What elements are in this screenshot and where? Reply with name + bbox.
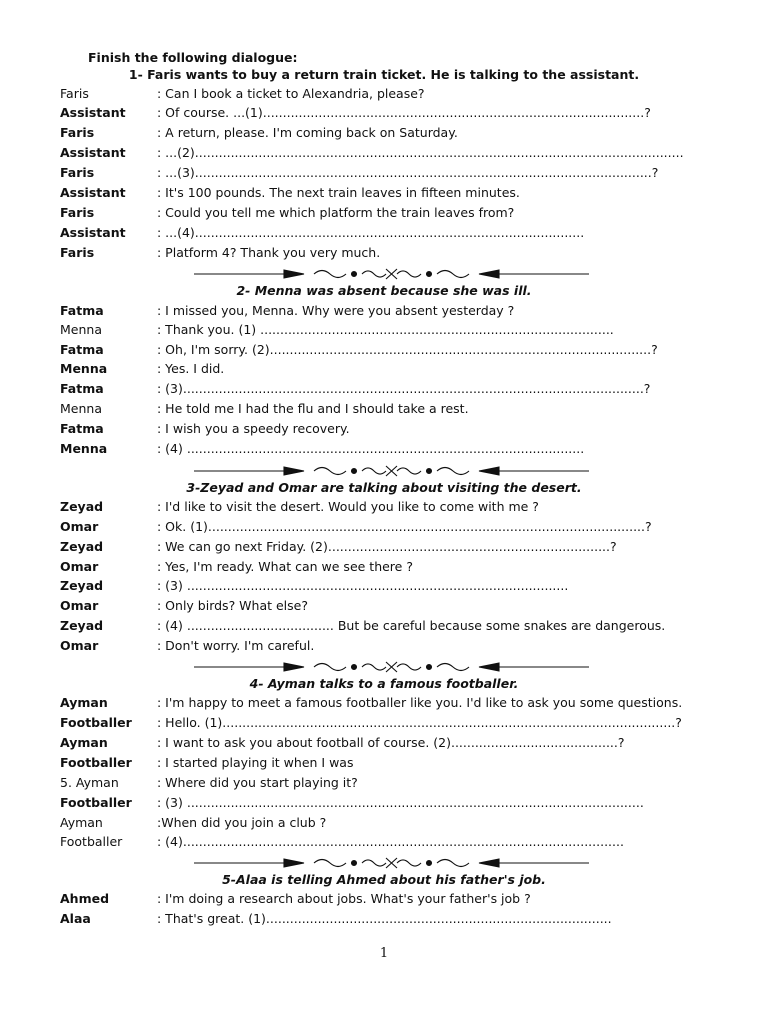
speaker: Menna xyxy=(60,361,108,376)
section-4-title: 4- Ayman talks to a famous footballer. xyxy=(249,676,519,691)
line-text: : Yes. I did. xyxy=(157,361,225,376)
page-number: 1 xyxy=(379,946,389,961)
speaker: Assistant xyxy=(60,105,126,120)
ornament-divider xyxy=(194,464,589,478)
line-text: : ...(2)........................................................................................................................... xyxy=(157,145,684,160)
ornament-divider xyxy=(194,267,589,281)
speaker: Footballer xyxy=(60,755,132,770)
ornament-divider xyxy=(194,660,589,674)
line-text: : Yes, I'm ready. What can we see there ? xyxy=(157,559,413,574)
line-text: : Don't worry. I'm careful. xyxy=(157,638,315,653)
dialogue-line xyxy=(0,145,768,164)
speaker: Footballer xyxy=(60,715,132,730)
dialogue-line xyxy=(0,578,768,597)
line-text: : ...(3)...................................................................................................................? xyxy=(157,165,659,180)
dialogue-line xyxy=(0,322,768,341)
speaker: Footballer xyxy=(60,795,132,810)
line-text: : I'm doing a research about jobs. What's your father's job ? xyxy=(157,891,531,906)
line-text: : A return, please. I'm coming back on Saturday. xyxy=(157,125,458,140)
line-text: : I started playing it when I was xyxy=(157,755,354,770)
speaker: Zeyad xyxy=(60,539,104,554)
line-text: : Hello. (1)..................................................................................................................? xyxy=(157,715,682,730)
line-text: : I'm happy to meet a famous footballer like you. I'd like to ask you some questions. xyxy=(157,695,683,710)
line-text: : I missed you, Menna. Why were you absent yesterday ? xyxy=(157,303,515,318)
dialogue-line xyxy=(0,245,768,264)
line-text: : (3) ................................................................................................................... xyxy=(157,795,644,810)
ornament-divider xyxy=(194,856,589,870)
speaker: Omar xyxy=(60,519,99,534)
speaker: Zeyad xyxy=(60,578,104,593)
line-text: : (3)....................................................................................................................? xyxy=(157,381,651,396)
speaker: Fatma xyxy=(60,303,104,318)
dialogue-line xyxy=(0,755,768,774)
speaker: Zeyad xyxy=(60,618,104,633)
speaker: Omar xyxy=(60,598,99,613)
dialogue-line xyxy=(0,695,768,714)
speaker: Ayman xyxy=(60,735,108,750)
speaker: Fatma xyxy=(60,381,104,396)
dialogue-line xyxy=(0,205,768,224)
dialogue-line xyxy=(0,342,768,361)
line-text: : (3) ................................................................................................ xyxy=(157,578,569,593)
dialogue-line xyxy=(0,775,768,794)
speaker: Zeyad xyxy=(60,499,104,514)
line-text: : Only birds? What else? xyxy=(157,598,308,613)
dialogue-line xyxy=(0,638,768,657)
section-2-title: 2- Menna was absent because she was ill. xyxy=(236,283,532,298)
line-text: : Ok. (1)..............................................................................................................? xyxy=(157,519,652,534)
section-3-title: 3-Zeyad and Omar are talking about visiting the desert. xyxy=(186,480,582,495)
line-text: : That's great. (1)....................................................................................... xyxy=(157,911,612,926)
speaker: Omar xyxy=(60,559,99,574)
speaker: Menna xyxy=(60,322,102,337)
dialogue-line xyxy=(0,361,768,380)
line-text: : Oh, I'm sorry. (2)................................................................................................? xyxy=(157,342,658,357)
line-text: : Platform 4? Thank you very much. xyxy=(157,245,381,260)
dialogue-line xyxy=(0,539,768,558)
speaker: Faris xyxy=(60,205,95,220)
line-text: : I wish you a speedy recovery. xyxy=(157,421,350,436)
section-5-title: 5-Alaa is telling Ahmed about his father's job. xyxy=(222,872,546,887)
line-text: : We can go next Friday. (2).......................................................................? xyxy=(157,539,617,554)
line-text: : ...(4).................................................................................................. xyxy=(157,225,585,240)
dialogue-line xyxy=(0,105,768,124)
line-text: : (4)............................................................................................................... xyxy=(157,834,624,849)
dialogue-line xyxy=(0,715,768,734)
line-text: : Of course. ...(1)................................................................................................? xyxy=(157,105,651,120)
dialogue-line xyxy=(0,225,768,244)
speaker: Omar xyxy=(60,638,99,653)
dialogue-line xyxy=(0,185,768,204)
line-text: : Where did you start playing it? xyxy=(157,775,358,790)
dialogue-line xyxy=(0,303,768,322)
speaker: Ayman xyxy=(60,695,108,710)
dialogue-line xyxy=(0,795,768,814)
line-text: : Thank you. (1) ......................................................................................... xyxy=(157,322,614,337)
dialogue-line xyxy=(0,86,768,105)
dialogue-line xyxy=(0,735,768,754)
dialogue-line xyxy=(0,165,768,184)
speaker: Faris xyxy=(60,125,95,140)
dialogue-line xyxy=(0,891,768,910)
instruction: Finish the following dialogue: xyxy=(88,50,298,65)
speaker: Faris xyxy=(60,86,89,101)
dialogue-line xyxy=(0,598,768,617)
speaker: Ahmed xyxy=(60,891,110,906)
line-text: :When did you join a club ? xyxy=(157,815,327,830)
dialogue-line xyxy=(0,125,768,144)
dialogue-line xyxy=(0,559,768,578)
speaker: Ayman xyxy=(60,815,103,830)
line-text: : It's 100 pounds. The next train leaves in fifteen minutes. xyxy=(157,185,520,200)
dialogue-line xyxy=(0,421,768,440)
dialogue-line xyxy=(0,618,768,637)
speaker: Faris xyxy=(60,165,95,180)
dialogue-line xyxy=(0,815,768,834)
line-text: : I want to ask you about football of course. (2)..........................................? xyxy=(157,735,625,750)
speaker: Fatma xyxy=(60,342,104,357)
speaker: Assistant xyxy=(60,145,126,160)
speaker: 5. Ayman xyxy=(60,775,119,790)
speaker: Footballer xyxy=(60,834,123,849)
speaker: Fatma xyxy=(60,421,104,436)
line-text: : He told me I had the flu and I should take a rest. xyxy=(157,401,469,416)
speaker: Menna xyxy=(60,441,108,456)
dialogue-line xyxy=(0,911,768,930)
dialogue-line xyxy=(0,499,768,518)
dialogue-line xyxy=(0,834,768,853)
dialogue-line xyxy=(0,401,768,420)
dialogue-line xyxy=(0,381,768,400)
line-text: : (4) .................................................................................................... xyxy=(157,441,585,456)
line-text: : (4) ..................................... But be careful because some snakes are dangerous. xyxy=(157,618,666,633)
dialogue-line xyxy=(0,441,768,460)
speaker: Menna xyxy=(60,401,102,416)
speaker: Assistant xyxy=(60,185,126,200)
speaker: Faris xyxy=(60,245,95,260)
line-text: : I'd like to visit the desert. Would you like to come with me ? xyxy=(157,499,539,514)
line-text: : Can I book a ticket to Alexandria, please? xyxy=(157,86,425,101)
line-text: : Could you tell me which platform the train leaves from? xyxy=(157,205,515,220)
section-1-title: 1- Faris wants to buy a return train ticket. He is talking to the assistant. xyxy=(128,67,640,82)
speaker: Alaa xyxy=(60,911,91,926)
dialogue-line xyxy=(0,519,768,538)
speaker: Assistant xyxy=(60,225,126,240)
